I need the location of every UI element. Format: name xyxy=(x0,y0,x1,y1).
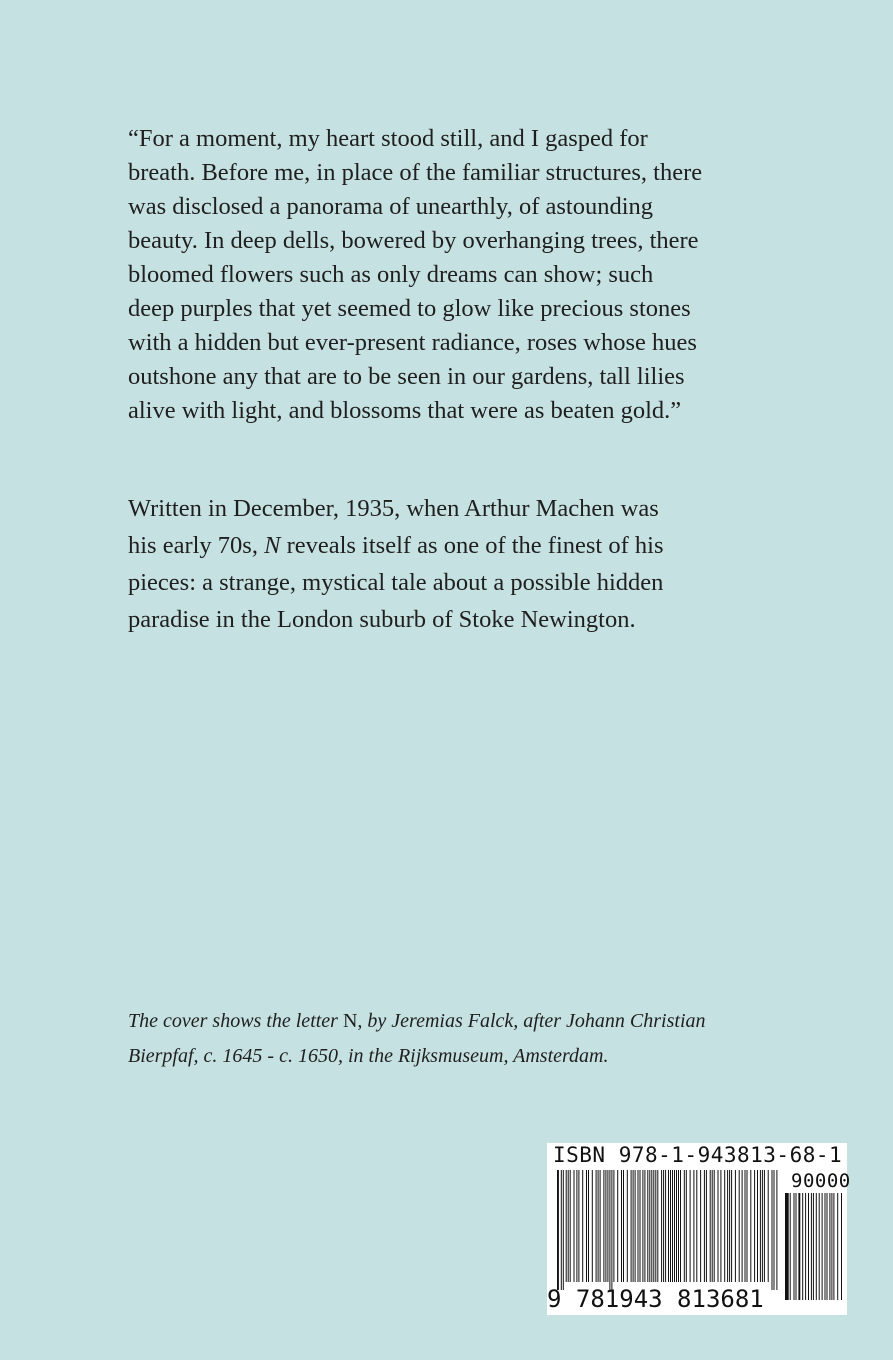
barcode-bar xyxy=(813,1193,814,1300)
barcode-bar xyxy=(578,1170,579,1282)
barcode-bar xyxy=(757,1170,758,1282)
barcode-bar xyxy=(627,1170,628,1282)
barcode-bar xyxy=(785,1193,789,1300)
quote-line: alive with light, and blossoms that were as beaten gold.” xyxy=(128,397,682,424)
barcode-bar xyxy=(724,1170,725,1282)
quote-line: beauty. In deep dells, bowered by overhanging trees, there xyxy=(128,227,699,254)
barcode-bar xyxy=(621,1170,622,1282)
barcode-bar xyxy=(742,1170,743,1282)
barcode-bar xyxy=(570,1170,571,1282)
barcode-bar xyxy=(642,1170,643,1282)
barcode-bar xyxy=(686,1170,687,1282)
barcode-bar xyxy=(706,1170,707,1282)
barcode-bar xyxy=(672,1170,673,1282)
description-line: Written in December, 1935, when Arthur Machen was xyxy=(128,495,659,522)
barcode-bar xyxy=(825,1193,826,1300)
barcode-bar xyxy=(576,1170,577,1282)
barcode-bar xyxy=(653,1170,654,1282)
barcode-bar xyxy=(631,1170,632,1282)
barcode-bar xyxy=(704,1170,705,1282)
barcode-bar xyxy=(592,1170,593,1282)
quote-line: was disclosed a panorama of unearthly, of astounding xyxy=(128,193,654,220)
barcode-bar xyxy=(833,1193,834,1300)
barcode-bar xyxy=(670,1170,671,1282)
barcode-bar xyxy=(762,1170,763,1282)
book-title-italic: N xyxy=(264,532,281,559)
description-text: his early 70s, xyxy=(128,532,265,559)
quote-line: breath. Before me, in place of the familiar structures, there xyxy=(128,159,703,186)
barcode-bar xyxy=(557,1170,559,1290)
barcode-bar xyxy=(727,1170,728,1282)
credit-text: The cover shows the letter xyxy=(128,1010,343,1032)
barcode-bar xyxy=(607,1170,608,1282)
addon-barcode-bars xyxy=(785,1193,845,1308)
barcode-bar xyxy=(596,1170,597,1282)
barcode-bar xyxy=(796,1193,797,1300)
barcode-bar xyxy=(665,1170,666,1282)
barcode-bar xyxy=(655,1170,656,1282)
barcode-bar xyxy=(693,1170,694,1282)
barcode-bar xyxy=(802,1193,803,1300)
barcode-bar xyxy=(776,1170,777,1290)
quote-line: “For a moment, my heart stood still, and I gasped for xyxy=(128,125,648,152)
barcode-bar xyxy=(714,1170,715,1282)
barcode-bar xyxy=(720,1170,721,1282)
barcode-bar xyxy=(731,1170,732,1282)
description-line: pieces: a strange, mystical tale about a possible hidden xyxy=(128,569,664,596)
back-cover-quote xyxy=(128,122,768,428)
description-line: paradise in the London suburb of Stoke Newington. xyxy=(128,606,636,633)
quote-line: outshone any that are to be seen in our gardens, tall lilies xyxy=(128,363,685,390)
barcode-bar xyxy=(568,1170,569,1282)
credit-line: Bierpfaf, c. 1645 - c. 1650, in the Rijksmuseum, Amsterdam. xyxy=(128,1045,609,1067)
barcode-bar xyxy=(617,1170,618,1282)
barcode-bar xyxy=(561,1170,562,1290)
cover-credit xyxy=(128,1004,768,1074)
barcode-bar xyxy=(678,1170,679,1282)
barcode-bar xyxy=(684,1170,685,1282)
barcode-bar xyxy=(831,1193,832,1300)
barcode-bar xyxy=(822,1193,823,1300)
barcode-bar xyxy=(729,1170,730,1282)
barcode-bar xyxy=(644,1170,645,1282)
barcode-bar xyxy=(674,1170,675,1282)
description-line xyxy=(128,527,768,564)
barcode-bar xyxy=(657,1170,658,1282)
ean-barcode-bars xyxy=(557,1170,779,1290)
barcode-bar xyxy=(794,1193,795,1300)
barcode-bar xyxy=(663,1170,664,1282)
barcode-bar xyxy=(774,1170,775,1290)
barcode-bar xyxy=(651,1170,652,1282)
credit-text: , by Jeremias Falck, after Johann Christian xyxy=(357,1010,706,1032)
barcode-bar xyxy=(735,1170,736,1282)
barcode-bar xyxy=(710,1170,711,1282)
barcode-bar xyxy=(816,1193,817,1300)
barcode-bar xyxy=(582,1170,583,1282)
barcode-bar xyxy=(747,1170,748,1282)
barcode-bar xyxy=(808,1193,809,1300)
barcode-bar xyxy=(613,1170,614,1282)
barcode-bar xyxy=(605,1170,606,1282)
barcode-bar xyxy=(668,1170,669,1282)
barcode-bar xyxy=(574,1170,575,1282)
barcode-bar xyxy=(635,1170,636,1282)
addon-digits: 90000 xyxy=(791,1170,851,1192)
barcode-bar xyxy=(829,1193,830,1300)
isbn-barcode xyxy=(547,1143,851,1315)
barcode-bar xyxy=(754,1170,755,1282)
barcode-bar xyxy=(588,1170,589,1282)
barcode-bar xyxy=(827,1193,828,1300)
barcode-bar xyxy=(563,1170,564,1290)
barcode-bar xyxy=(633,1170,634,1282)
credit-line xyxy=(128,1010,706,1032)
barcode-bar xyxy=(819,1193,820,1300)
barcode-bar xyxy=(603,1170,604,1282)
barcode-bar xyxy=(745,1170,746,1282)
barcode-bar xyxy=(718,1170,719,1282)
barcode-bar xyxy=(609,1170,610,1290)
quote-line: deep purples that yet seemed to glow like precious stones xyxy=(128,295,691,322)
barcode-bar xyxy=(586,1170,587,1282)
barcode-bar xyxy=(837,1193,838,1300)
barcode-bar xyxy=(661,1170,662,1282)
barcode-bar xyxy=(768,1170,769,1282)
barcode-bar xyxy=(640,1170,641,1282)
barcode-bar xyxy=(739,1170,740,1282)
barcode-bar xyxy=(790,1193,791,1300)
barcode-bar xyxy=(696,1170,697,1282)
barcode-bar xyxy=(764,1170,765,1282)
barcode-bar xyxy=(598,1170,599,1282)
barcode-bar xyxy=(600,1170,601,1282)
barcode-bar xyxy=(647,1170,648,1282)
book-description xyxy=(128,490,768,638)
barcode-bar xyxy=(811,1193,812,1300)
barcode-bar xyxy=(566,1170,567,1282)
barcode-bar xyxy=(638,1170,639,1282)
barcode-bar xyxy=(841,1193,842,1300)
description-text: reveals itself as one of the finest of his xyxy=(280,532,664,559)
quote-line: with a hidden but ever-present radiance, roses whose hues xyxy=(128,329,697,356)
barcode-bar xyxy=(649,1170,650,1282)
barcode-bar xyxy=(805,1193,806,1300)
barcode-bar xyxy=(680,1170,681,1282)
barcode-bar xyxy=(798,1193,800,1300)
barcode-bar xyxy=(760,1170,761,1282)
barcode-bar xyxy=(700,1170,701,1282)
barcode-bar xyxy=(772,1170,773,1290)
quote-line: bloomed flowers such as only dreams can show; such xyxy=(128,261,654,288)
barcode-bar xyxy=(611,1170,612,1290)
ean-digits: 9 781943 813681 xyxy=(547,1285,764,1313)
barcode-bar xyxy=(712,1170,713,1282)
barcode-bar xyxy=(690,1170,691,1282)
barcode-bar xyxy=(623,1170,624,1282)
barcode-bar xyxy=(750,1170,751,1282)
credit-letter: N xyxy=(342,1010,358,1032)
isbn-label: ISBN 978-1-943813-68-1 xyxy=(553,1143,843,1167)
barcode-bar xyxy=(676,1170,677,1282)
